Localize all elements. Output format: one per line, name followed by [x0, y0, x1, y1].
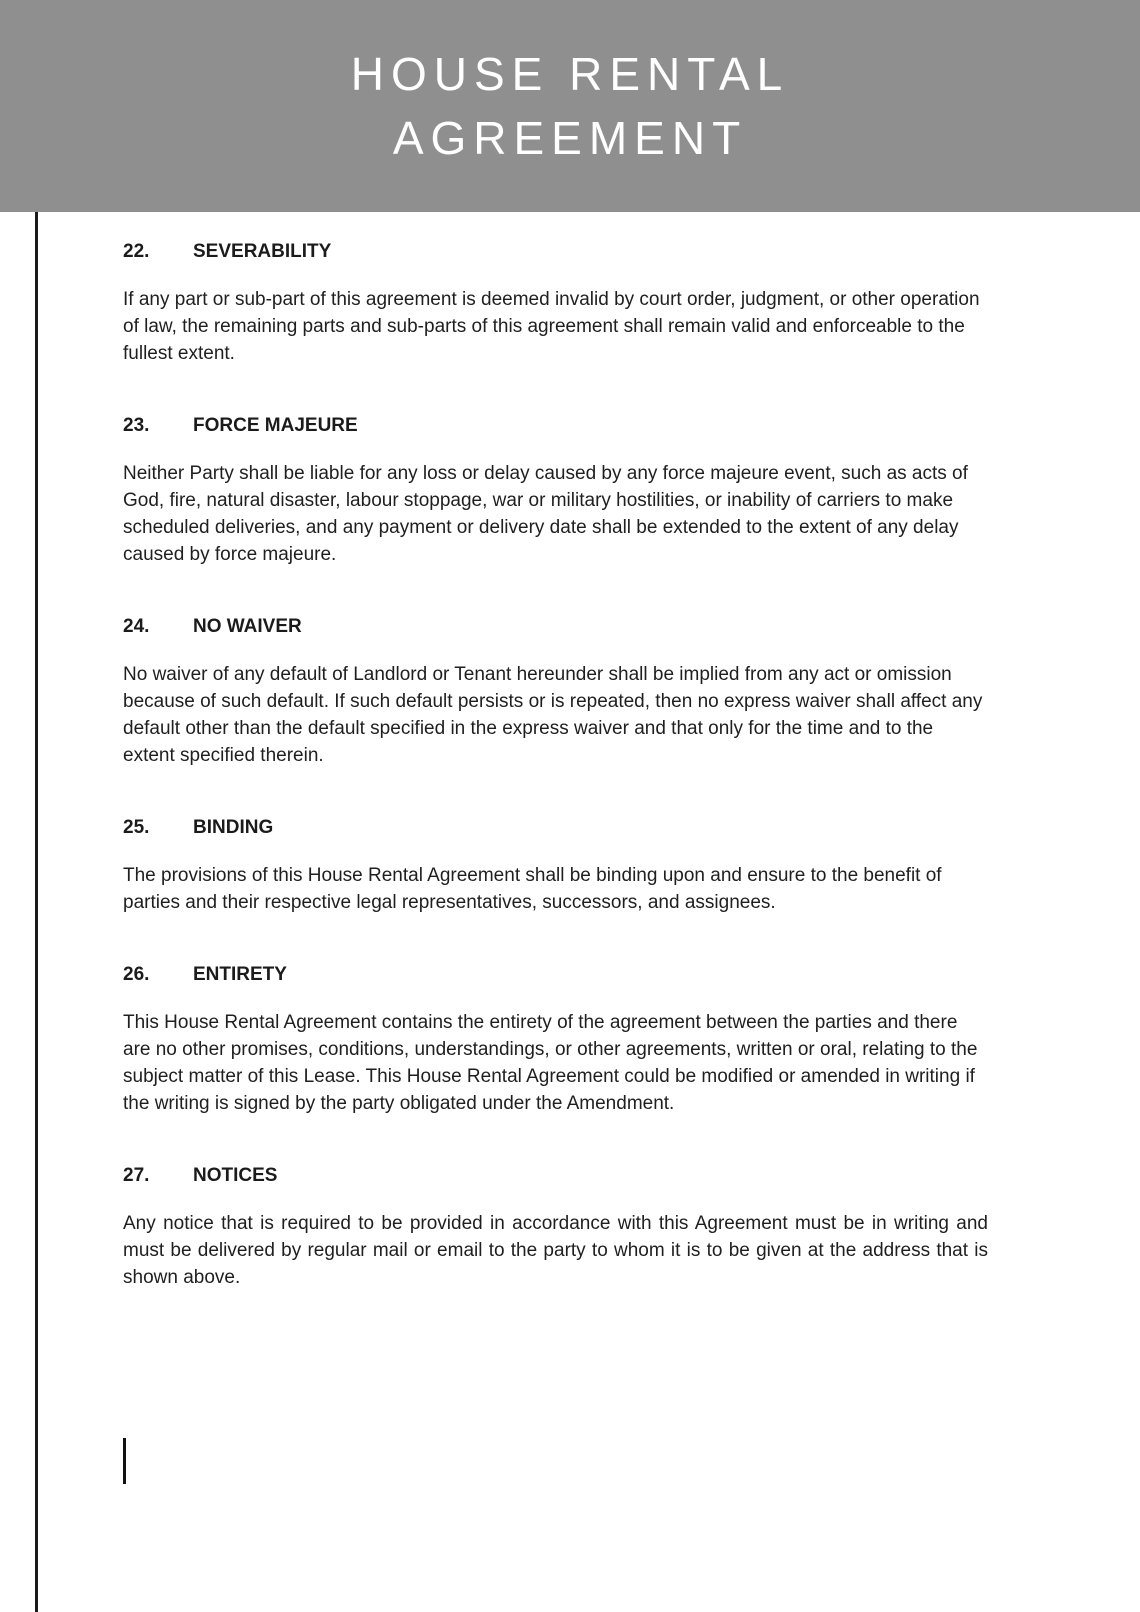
section-no-waiver: [123, 613, 988, 769]
section-heading: SEVERABILITY: [193, 241, 332, 262]
section-heading-row: [123, 412, 988, 439]
document-body: [0, 212, 1140, 1336]
document-title-line-2: AGREEMENT: [392, 112, 748, 164]
section-number: 22.: [123, 241, 150, 262]
section-binding: [123, 814, 988, 916]
section-heading: ENTIRETY: [193, 964, 287, 985]
section-number: 23.: [123, 415, 150, 436]
section-heading: FORCE MAJEURE: [193, 415, 358, 436]
section-heading: NOTICES: [193, 1165, 278, 1186]
document-title-line-1: HOUSE RENTAL: [350, 48, 790, 100]
text-cursor: [123, 1438, 126, 1484]
section-paragraph: Neither Party shall be liable for any loss or delay caused by any force majeure event, such as acts of God, fire, natural disaster, labour stoppage, war or military hostilities, or inability of carriers to make scheduled deliveries, and any payment or delivery date shall be extended to the extent of any delay caused by force majeure.: [123, 463, 968, 565]
section-heading-row: [123, 814, 988, 841]
section-paragraph: Any notice that is required to be provided in accordance with this Agreement must be in writing and must be delivered by regular mail or email to the party to whom it is to be given at the address that is shown above.: [123, 1213, 988, 1288]
section-heading-row: [123, 1162, 988, 1189]
section-number: 25.: [123, 817, 150, 838]
section-paragraph: If any part or sub-part of this agreement is deemed invalid by court order, judgment, or other operation of law, the remaining parts and sub-parts of this agreement shall remain valid and enforceable to the fullest extent.: [123, 289, 980, 364]
section-heading-row: [123, 613, 988, 640]
section-paragraph: No waiver of any default of Landlord or Tenant hereunder shall be implied from any act or omission because of such default. If such default persists or is repeated, then no express waiver shall affect any default other than the default specified in the express waiver and that only for the time and to the extent specified therein.: [123, 664, 983, 766]
section-paragraph: The provisions of this House Rental Agreement shall be binding upon and ensure to the benefit of parties and their respective legal representatives, successors, and assignees.: [123, 865, 942, 913]
document-header: [0, 0, 1140, 212]
section-entirety: [123, 961, 988, 1117]
section-heading: BINDING: [193, 817, 274, 838]
section-severability: [123, 238, 988, 367]
section-number: 27.: [123, 1165, 150, 1186]
section-paragraph: This House Rental Agreement contains the entirety of the agreement between the parties and there are no other promises, conditions, understandings, or other agreements, written or oral, relating to the subject matter of this Lease. This House Rental Agreement could be modified or amended in writing if the writing is signed by the party obligated under the Amendment.: [123, 1012, 978, 1114]
section-number: 24.: [123, 616, 150, 637]
section-heading-row: [123, 961, 988, 988]
section-notices: [123, 1162, 988, 1291]
section-force-majeure: [123, 412, 988, 568]
section-heading-row: [123, 238, 988, 265]
section-number: 26.: [123, 964, 150, 985]
section-heading: NO WAIVER: [193, 616, 302, 637]
